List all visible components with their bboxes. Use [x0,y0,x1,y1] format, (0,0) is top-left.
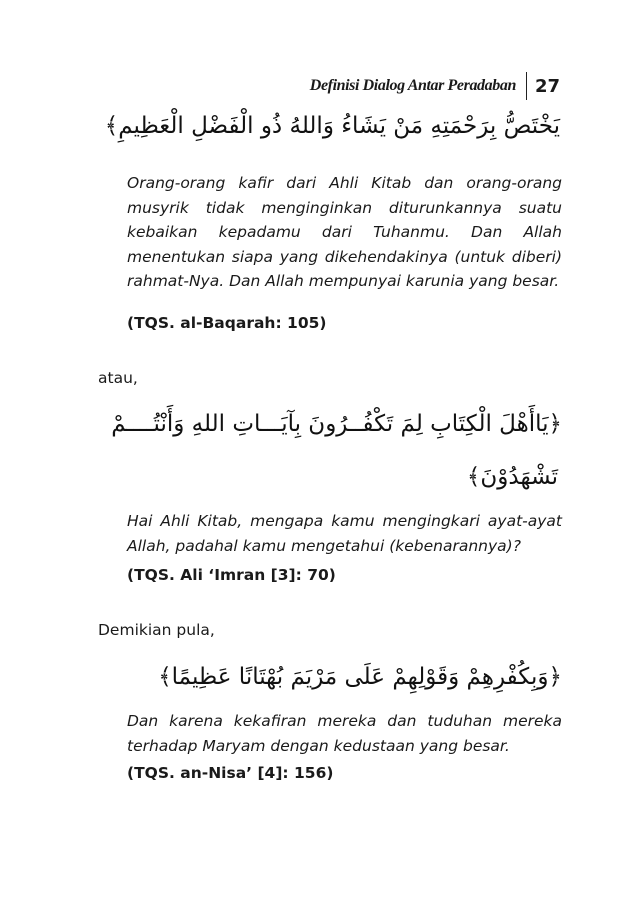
running-title: Definisi Dialog Antar Peradaban [309,77,516,94]
translation-1: Orang-orang kafir dari Ahli Kitab dan orang-orang musyrik tidak menginginkan diturunkannya suatu kebaikan kepadamu dari Tuhanmu. Dan Allah menentukan siapa yang dikehendakinya (untuk diberi) rahmat-Nya. Dan Allah mempunyai karunia yang besar. [127,174,562,291]
header-divider [526,72,527,100]
arabic-verse-1: يَخْتَصُّ بِرَحْمَتِهِ مَنْ يَشَاءُ وَاللهُ ذُو الْفَضْلِ الْعَظِيمِ﴾ [104,113,560,139]
connector-demikian: Demikian pula, [98,621,215,639]
page-header [310,72,560,100]
connector-atau: atau, [98,369,138,387]
reference-3: (TQS. an-Nisa’ [4]: 156) [127,764,334,782]
arabic-verse-2-line-2: تَشْهَدُوْنَ﴾ [466,464,558,490]
page-number: 27 [534,75,560,97]
arabic-verse-2-line-1: ﴿يَاأَهْلَ الْكِتَابِ لِمَ تَكْفُــرُونَ بِآيَـــاتِ اللهِ وَأَنْتُــــمْ [111,411,562,437]
reference-1: (TQS. al-Baqarah: 105) [127,314,327,332]
reference-2: (TQS. Ali ‘Imran [3]: 70) [127,566,336,584]
arabic-verse-3: ﴿وَبِكُفْرِهِمْ وَقَوْلِهِمْ عَلَى مَرْيَمَ بُهْتَانًا عَظِيمًا﴾ [158,664,562,690]
translation-2: Hai Ahli Kitab, mengapa kamu mengingkari ayat-ayat Allah, padahal kamu mengetahui (kebenarannya)? [127,512,562,555]
translation-3: Dan karena kekafiran mereka dan tuduhan mereka terhadap Maryam dengan kedustaan yang besar. [127,712,562,755]
